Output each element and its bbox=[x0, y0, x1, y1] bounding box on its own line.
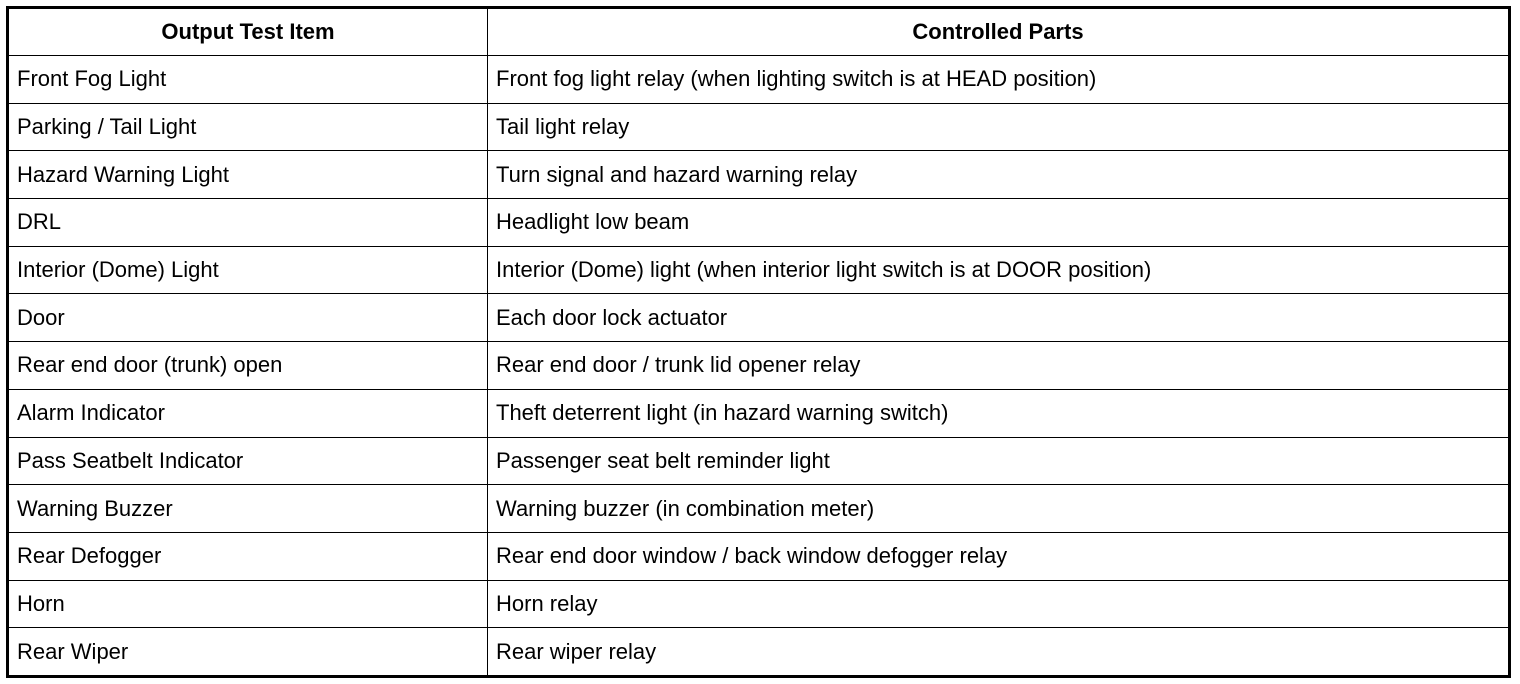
table-row bbox=[8, 389, 1510, 437]
controlled-parts-cell: Passenger seat belt reminder light bbox=[488, 437, 1510, 485]
table-row bbox=[8, 103, 1510, 151]
output-test-item-cell: Front Fog Light bbox=[8, 56, 488, 104]
header-controlled-parts: Controlled Parts bbox=[488, 8, 1510, 56]
controlled-parts-cell: Front fog light relay (when lighting switch is at HEAD position) bbox=[488, 56, 1510, 104]
controlled-parts-cell: Horn relay bbox=[488, 580, 1510, 628]
table-row bbox=[8, 56, 1510, 104]
table-row bbox=[8, 580, 1510, 628]
controlled-parts-cell: Each door lock actuator bbox=[488, 294, 1510, 342]
table-row bbox=[8, 485, 1510, 533]
table-row bbox=[8, 151, 1510, 199]
table-row bbox=[8, 437, 1510, 485]
controlled-parts-cell: Theft deterrent light (in hazard warning switch) bbox=[488, 389, 1510, 437]
output-test-item-cell: Hazard Warning Light bbox=[8, 151, 488, 199]
controlled-parts-cell: Rear wiper relay bbox=[488, 628, 1510, 677]
output-test-item-cell: Rear Defogger bbox=[8, 532, 488, 580]
output-test-item-cell: Pass Seatbelt Indicator bbox=[8, 437, 488, 485]
output-test-item-cell: Alarm Indicator bbox=[8, 389, 488, 437]
table-row bbox=[8, 199, 1510, 247]
header-output-test-item: Output Test Item bbox=[8, 8, 488, 56]
output-test-table bbox=[6, 6, 1511, 678]
output-test-item-cell: Parking / Tail Light bbox=[8, 103, 488, 151]
controlled-parts-cell: Headlight low beam bbox=[488, 199, 1510, 247]
controlled-parts-cell: Turn signal and hazard warning relay bbox=[488, 151, 1510, 199]
controlled-parts-cell: Interior (Dome) light (when interior light switch is at DOOR position) bbox=[488, 246, 1510, 294]
output-test-item-cell: Warning Buzzer bbox=[8, 485, 488, 533]
controlled-parts-cell: Tail light relay bbox=[488, 103, 1510, 151]
output-test-item-cell: Interior (Dome) Light bbox=[8, 246, 488, 294]
controlled-parts-cell: Rear end door window / back window defogger relay bbox=[488, 532, 1510, 580]
output-test-item-cell: Horn bbox=[8, 580, 488, 628]
controlled-parts-cell: Rear end door / trunk lid opener relay bbox=[488, 342, 1510, 390]
output-test-item-cell: DRL bbox=[8, 199, 488, 247]
table-row bbox=[8, 294, 1510, 342]
table-row bbox=[8, 628, 1510, 677]
table-row bbox=[8, 246, 1510, 294]
table-row bbox=[8, 532, 1510, 580]
table-row bbox=[8, 342, 1510, 390]
output-test-item-cell: Rear end door (trunk) open bbox=[8, 342, 488, 390]
output-test-item-cell: Door bbox=[8, 294, 488, 342]
output-test-item-cell: Rear Wiper bbox=[8, 628, 488, 677]
controlled-parts-cell: Warning buzzer (in combination meter) bbox=[488, 485, 1510, 533]
header-row bbox=[8, 8, 1510, 56]
